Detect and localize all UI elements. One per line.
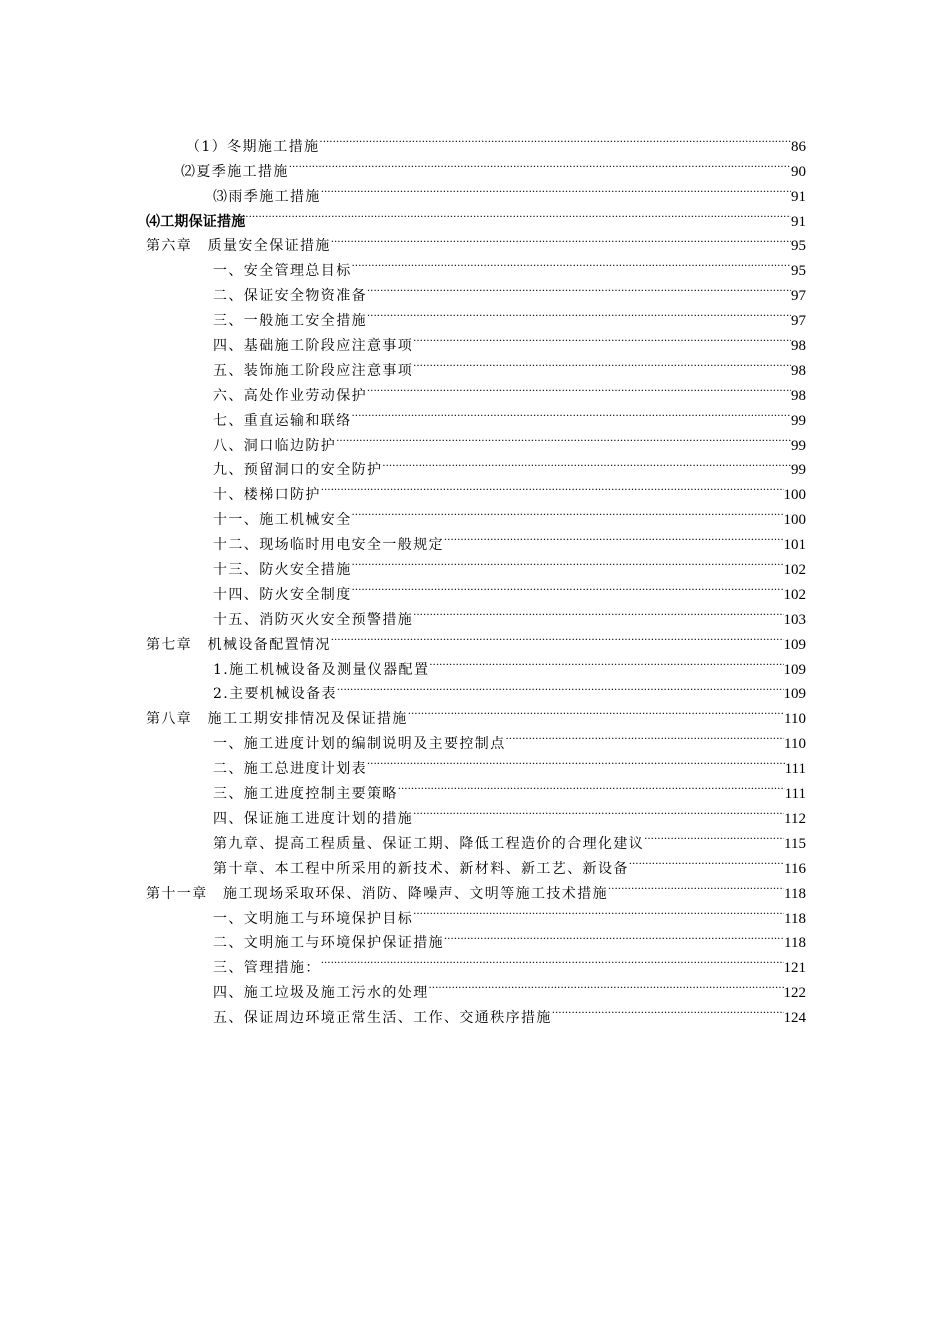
toc-dot-leader — [644, 823, 784, 848]
toc-entry[interactable] — [0, 151, 950, 180]
toc-entry[interactable] — [0, 201, 950, 230]
toc-dot-leader — [367, 275, 791, 300]
toc-entry-page-number: 118 — [784, 885, 806, 902]
toc-entry[interactable] — [0, 649, 950, 678]
toc-entry-line — [213, 947, 806, 977]
toc-entry[interactable] — [0, 574, 950, 603]
toc-entry[interactable] — [0, 624, 950, 653]
toc-entry[interactable] — [0, 798, 950, 827]
toc-entry-title: 八、洞口临边防护 — [213, 437, 337, 454]
toc-entry[interactable] — [0, 823, 950, 852]
toc-entry-page-number: 109 — [783, 636, 806, 653]
toc-entry[interactable] — [0, 226, 950, 255]
toc-entry-title: 二、保证安全物资准备 — [213, 288, 367, 305]
toc-entry-title: 三、管理措施： — [213, 960, 321, 977]
toc-entry-title: 第八章 施工工期安排情况及保证措施 — [146, 711, 408, 728]
toc-entry-title: 三、一般施工安全措施 — [213, 313, 367, 330]
toc-entry-line — [213, 599, 806, 628]
toc-entry-page-number: 111 — [784, 761, 806, 778]
toc-dot-leader — [352, 400, 791, 425]
toc-entry-line — [213, 400, 806, 429]
toc-dot-leader — [413, 798, 784, 823]
toc-entry-line — [213, 674, 806, 703]
toc-entry-title: （1）冬期施工措施 — [186, 138, 320, 155]
toc-dot-leader — [608, 873, 784, 898]
toc-entry-title: 六、高处作业劳动保护 — [213, 387, 367, 404]
toc-entry[interactable] — [0, 250, 950, 280]
toc-dot-leader — [413, 898, 784, 923]
toc-dot-leader — [352, 499, 784, 524]
toc-dot-leader — [408, 698, 784, 723]
toc-entry-line — [213, 450, 806, 479]
toc-dot-leader — [320, 126, 791, 151]
toc-dot-leader — [321, 176, 791, 201]
toc-dot-leader — [413, 350, 791, 375]
toc-entry-page-number: 109 — [783, 686, 806, 703]
toc-entry-page-number: 98 — [791, 387, 806, 404]
toc-entry[interactable] — [0, 474, 950, 504]
toc-entry-title: 第七章 机械设备配置情况 — [146, 636, 331, 653]
toc-entry-line — [213, 723, 806, 753]
toc-entry[interactable] — [0, 350, 950, 379]
toc-entry[interactable] — [0, 375, 950, 404]
toc-entry-page-number: 122 — [783, 985, 806, 1002]
toc-dot-leader — [352, 250, 791, 275]
toc-entry-line — [213, 972, 806, 1002]
toc-entry[interactable] — [0, 549, 950, 579]
toc-entry-title: 三、施工进度控制主要策略 — [213, 786, 398, 803]
toc-entry-page-number: 112 — [784, 810, 806, 827]
toc-entry[interactable] — [0, 275, 950, 305]
toc-dot-leader — [382, 450, 791, 475]
toc-entry-page-number: 121 — [783, 960, 806, 977]
toc-entry[interactable] — [0, 126, 950, 155]
toc-entry-title: 一、安全管理总目标 — [213, 263, 352, 280]
toc-entry-title: 第九章、提高工程质量、保证工期、降低工程造价的合理化建议 — [213, 835, 645, 852]
toc-entry-page-number: 99 — [791, 437, 806, 454]
toc-dot-leader — [352, 549, 784, 574]
toc-entry[interactable] — [0, 425, 950, 454]
toc-entry-title: 七、重直运输和联络 — [213, 412, 352, 429]
toc-entry[interactable] — [0, 773, 950, 803]
toc-entry[interactable] — [0, 898, 950, 927]
toc-dot-leader — [331, 226, 791, 251]
toc-entry-title: 十一、施工机械安全 — [213, 512, 352, 529]
toc-entry-line — [213, 649, 806, 678]
toc-entry-page-number: 118 — [784, 935, 806, 952]
toc-dot-leader — [629, 848, 784, 873]
toc-dot-leader — [444, 923, 784, 948]
toc-entry-line — [213, 375, 806, 404]
toc-dot-leader — [398, 773, 785, 798]
toc-entry-title: 第十章、本工程中所采用的新技术、新材料、新工艺、新设备 — [213, 860, 629, 877]
toc-entry[interactable] — [0, 723, 950, 753]
toc-entry[interactable] — [0, 400, 950, 429]
toc-entry-page-number: 99 — [791, 412, 806, 429]
toc-entry-page-number: 102 — [783, 562, 806, 579]
toc-entry[interactable] — [0, 524, 950, 554]
toc-entry-page-number: 102 — [783, 586, 806, 603]
toc-entry-title: ⑵夏季施工措施 — [181, 163, 289, 180]
toc-dot-leader — [367, 300, 791, 325]
toc-entry[interactable] — [0, 499, 950, 529]
toc-dot-leader — [413, 325, 791, 350]
toc-entry[interactable] — [0, 698, 950, 728]
toc-entry-line — [213, 823, 806, 852]
toc-entry-page-number: 97 — [791, 313, 806, 330]
toc-entry-page-number: 97 — [791, 288, 806, 305]
toc-entry-page-number: 111 — [784, 786, 806, 803]
toc-dot-leader — [367, 375, 791, 400]
toc-dot-leader — [444, 524, 784, 549]
toc-entry[interactable] — [0, 748, 950, 778]
toc-entry[interactable] — [0, 450, 950, 479]
toc-entry-page-number: 86 — [791, 138, 806, 155]
toc-dot-leader — [245, 201, 791, 226]
toc-entry-page-number: 95 — [791, 263, 806, 280]
toc-entry-title: 第十一章 施工现场采取环保、消防、降噪声、文明等施工技术措施 — [146, 885, 608, 902]
toc-entry-title: ⑷工期保证措施 — [146, 213, 246, 230]
toc-entry-page-number: 110 — [784, 711, 806, 728]
toc-entry-line — [213, 176, 806, 205]
toc-entry-title: 五、保证周边环境正常生活、工作、交通秩序措施 — [213, 1010, 552, 1027]
toc-dot-leader — [506, 723, 784, 748]
toc-entry-line — [181, 151, 806, 180]
toc-entry-page-number: 115 — [784, 835, 806, 852]
toc-entry-line — [213, 773, 806, 803]
toc-entry[interactable] — [0, 997, 950, 1027]
toc-entry-title: 十四、防火安全制度 — [213, 586, 352, 603]
toc-entry-page-number: 90 — [791, 163, 806, 180]
toc-entry-line — [213, 425, 806, 454]
toc-entry-page-number: 103 — [783, 611, 806, 628]
toc-entry-line — [213, 798, 806, 827]
toc-entry-line — [213, 350, 806, 379]
toc-entry-page-number: 100 — [783, 512, 806, 529]
toc-dot-leader — [552, 997, 784, 1022]
toc-entry-line — [213, 250, 806, 280]
toc-entry[interactable] — [0, 674, 950, 703]
toc-entry-title: 五、装饰施工阶段应注意事项 — [213, 362, 414, 379]
toc-entry-title: 十五、消防灭火安全预警措施 — [213, 611, 414, 628]
toc-entry-page-number: 109 — [783, 661, 806, 678]
toc-dot-leader — [429, 972, 784, 997]
toc-entry-line — [213, 848, 806, 877]
table-of-contents — [0, 126, 950, 1027]
toc-entry-line — [213, 748, 806, 778]
toc-entry-line — [213, 898, 806, 927]
toc-entry-page-number: 95 — [791, 238, 806, 255]
toc-dot-leader — [289, 151, 791, 176]
toc-dot-leader — [413, 599, 783, 624]
toc-entry-line — [213, 549, 806, 579]
toc-entry[interactable] — [0, 947, 950, 977]
toc-entry-page-number: 118 — [784, 910, 806, 927]
toc-entry-title: 九、预留洞口的安全防护 — [213, 462, 383, 479]
toc-entry-line — [213, 300, 806, 330]
toc-entry-title: ⑶雨季施工措施 — [213, 188, 321, 205]
toc-dot-leader — [352, 574, 784, 599]
toc-entry[interactable] — [0, 972, 950, 1002]
toc-entry-line — [213, 524, 806, 554]
toc-entry-page-number: 98 — [791, 362, 806, 379]
toc-entry-title: 四、保证施工进度计划的措施 — [213, 810, 414, 827]
toc-entry-line — [146, 698, 806, 728]
toc-entry-page-number: 99 — [791, 462, 806, 479]
toc-dot-leader — [367, 748, 785, 773]
toc-dot-leader — [321, 474, 784, 499]
toc-entry-title: 第六章 质量安全保证措施 — [146, 238, 331, 255]
toc-entry-title: 1.施工机械设备及测量仪器配置 — [213, 661, 430, 678]
toc-dot-leader — [336, 425, 791, 450]
toc-entry[interactable] — [0, 176, 950, 205]
toc-dot-leader — [337, 674, 784, 699]
toc-entry-title: 十三、防火安全措施 — [213, 562, 352, 579]
toc-dot-leader — [321, 947, 784, 972]
toc-entry-line — [213, 574, 806, 603]
toc-entry[interactable] — [0, 325, 950, 355]
toc-entry-page-number: 101 — [783, 537, 806, 554]
toc-entry-line — [213, 325, 806, 355]
toc-entry-page-number: 110 — [784, 736, 806, 753]
toc-entry-title: 二、文明施工与环境保护保证措施 — [213, 935, 444, 952]
toc-entry-title: 十二、现场临时用电安全一般规定 — [213, 537, 444, 554]
toc-entry-title: 十、楼梯口防护 — [213, 487, 321, 504]
toc-entry-line — [213, 923, 806, 952]
toc-entry-page-number: 116 — [784, 860, 806, 877]
toc-entry-line — [146, 624, 806, 653]
toc-entry[interactable] — [0, 848, 950, 877]
toc-entry-title: 四、基础施工阶段应注意事项 — [213, 338, 414, 355]
toc-entry-title: 二、施工总进度计划表 — [213, 761, 367, 778]
toc-entry-page-number: 100 — [783, 487, 806, 504]
toc-entry-title: 2.主要机械设备表 — [213, 686, 337, 703]
toc-entry-page-number: 91 — [791, 188, 806, 205]
toc-entry-title: 一、施工进度计划的编制说明及主要控制点 — [213, 736, 506, 753]
toc-entry-page-number: 124 — [783, 1010, 806, 1027]
toc-entry-page-number: 98 — [791, 338, 806, 355]
toc-entry-title: 一、文明施工与环境保护目标 — [213, 910, 414, 927]
toc-entry-line — [146, 226, 806, 255]
toc-dot-leader — [429, 649, 783, 674]
toc-entry-line — [213, 499, 806, 529]
toc-entry-line — [213, 997, 806, 1027]
toc-entry[interactable] — [0, 300, 950, 330]
toc-entry-line — [213, 474, 806, 504]
toc-entry-line — [213, 275, 806, 305]
toc-entry-line — [146, 873, 806, 902]
toc-entry[interactable] — [0, 873, 950, 902]
toc-entry[interactable] — [0, 599, 950, 628]
toc-entry[interactable] — [0, 923, 950, 952]
toc-dot-leader — [331, 624, 784, 649]
toc-entry-line — [186, 126, 806, 155]
toc-entry-title: 四、施工垃圾及施工污水的处理 — [213, 985, 429, 1002]
toc-entry-line — [146, 201, 806, 230]
toc-entry-page-number: 91 — [791, 213, 806, 230]
